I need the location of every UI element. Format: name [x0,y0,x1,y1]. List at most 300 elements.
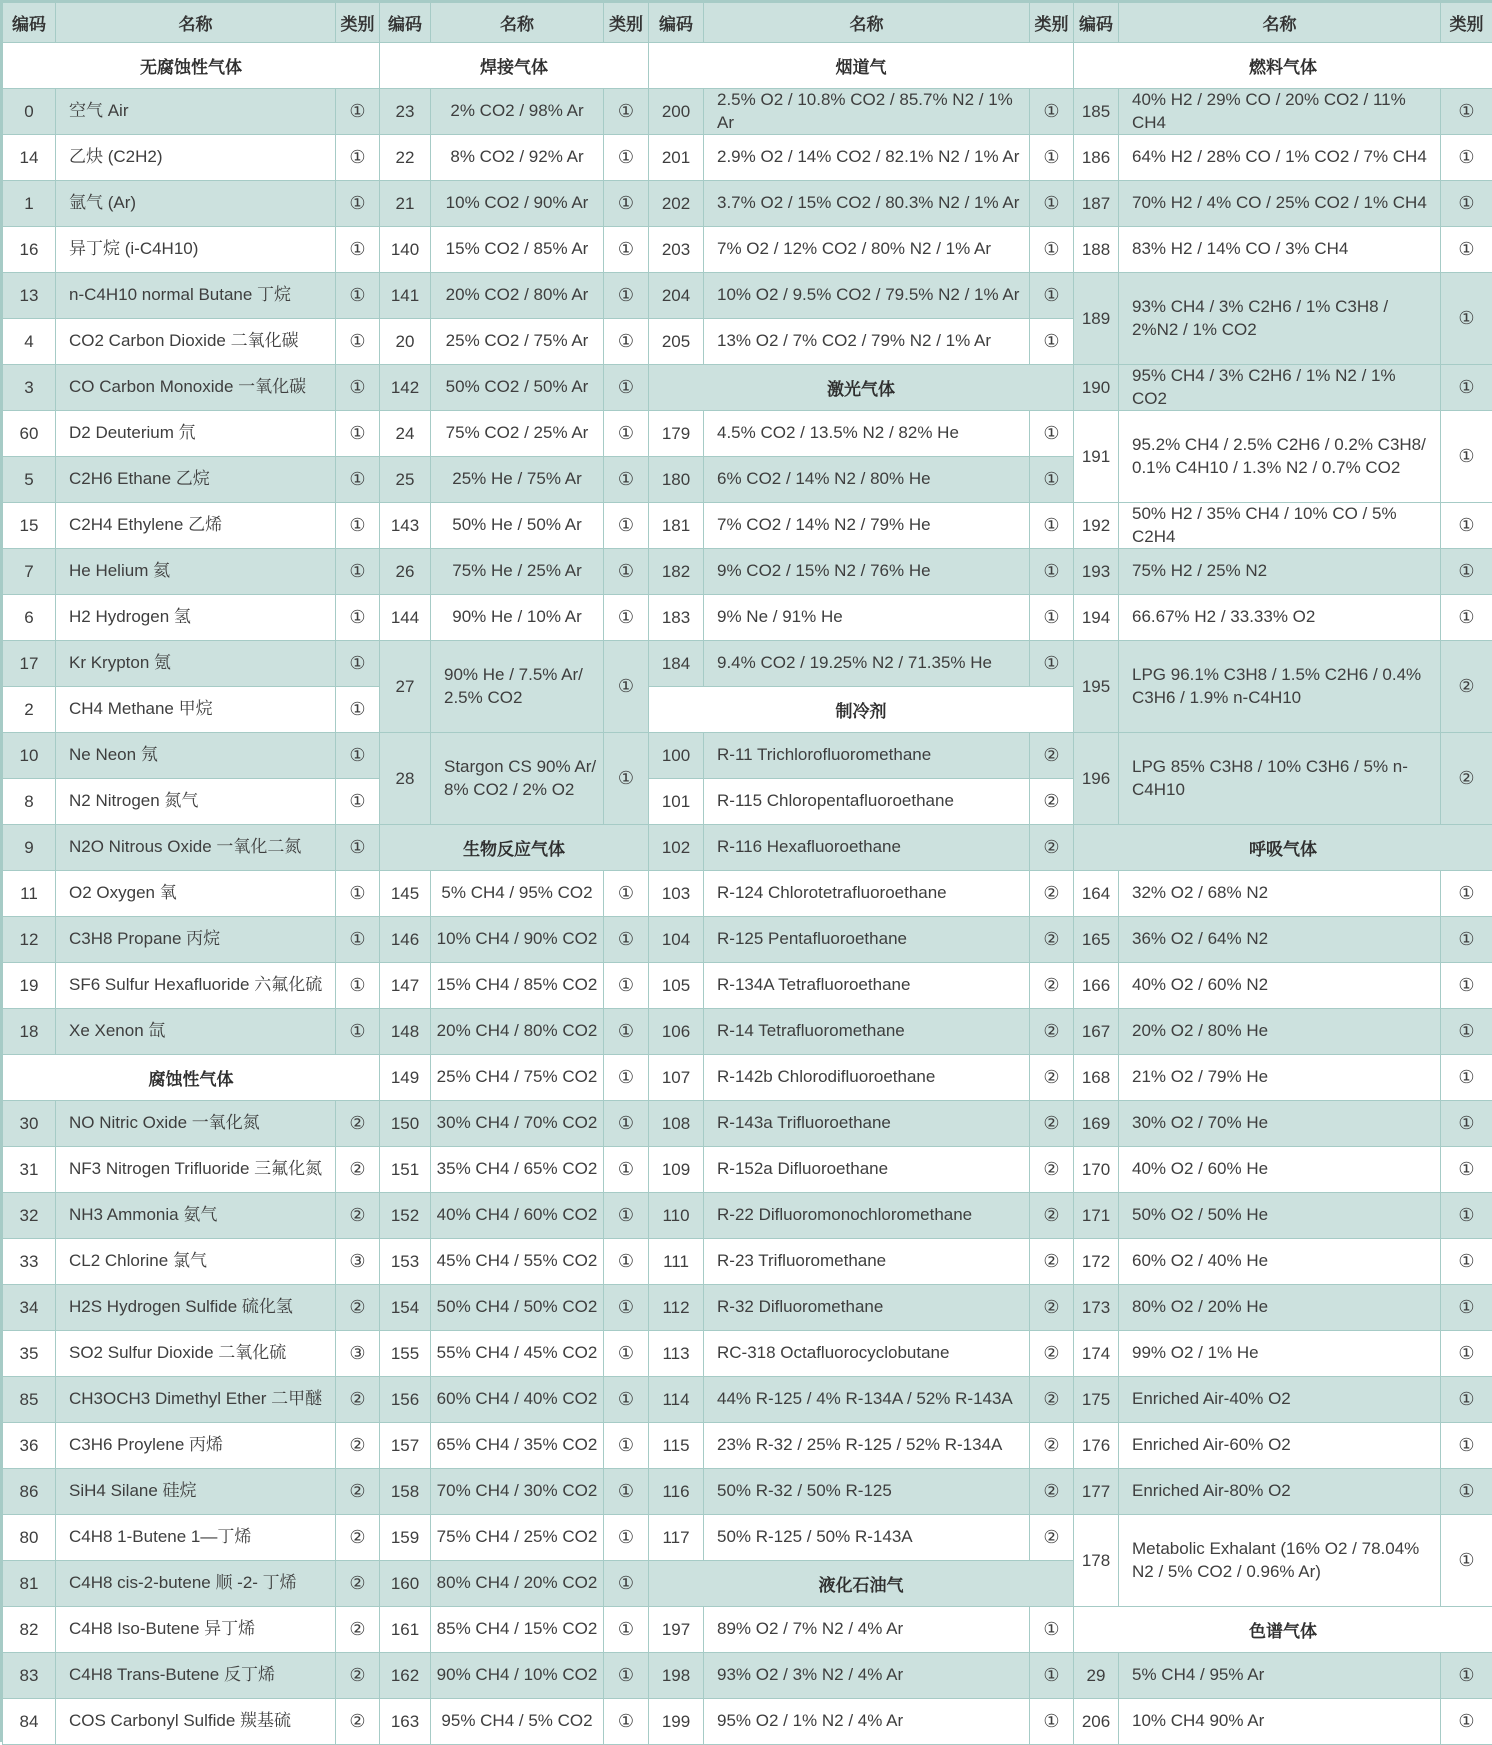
name-cell: C3H8 Propane 丙烷 [56,917,336,963]
code-cell: 13 [3,273,56,319]
code-cell: 169 [1074,1101,1119,1147]
gas-row [649,917,1074,963]
name-cell: 55% CH4 / 45% CO2 [431,1331,604,1377]
gas-row [1074,1239,1492,1285]
name-cell: 80% O2 / 20% He [1119,1285,1441,1331]
gas-row [380,319,649,365]
category-cell: ① [1441,1377,1492,1423]
name-cell: 36% O2 / 64% N2 [1119,917,1441,963]
code-cell: 101 [649,779,704,825]
category-cell: ② [336,1193,380,1239]
name-cell: C2H6 Ethane 乙烷 [56,457,336,503]
code-cell: 14 [3,135,56,181]
column-header-code: 编码 [380,3,431,43]
gas-row [380,365,649,411]
code-cell: 175 [1074,1377,1119,1423]
category-cell: ① [336,549,380,595]
name-cell: 83% H2 / 14% CO / 3% CH4 [1119,227,1441,273]
category-cell: ① [336,503,380,549]
code-cell: 104 [649,917,704,963]
category-cell: ① [1441,1469,1492,1515]
code-cell: 29 [1074,1653,1119,1699]
gas-row [1074,227,1492,273]
gas-row [649,1009,1074,1055]
category-cell: ① [1441,181,1492,227]
name-cell: 89% O2 / 7% N2 / 4% Ar [704,1607,1030,1653]
name-cell: CH3OCH3 Dimethyl Ether 二甲醚 [56,1377,336,1423]
category-cell: ② [336,1377,380,1423]
name-cell: 40% H2 / 29% CO / 20% CO2 / 11% CH4 [1119,89,1441,135]
gas-row [1074,733,1492,825]
code-cell: 34 [3,1285,56,1331]
category-cell: ① [604,1055,649,1101]
gas-row [1074,917,1492,963]
name-cell: 40% O2 / 60% He [1119,1147,1441,1193]
name-cell: 7% CO2 / 14% N2 / 79% He [704,503,1030,549]
category-cell: ① [1441,1009,1492,1055]
table-group-3 [648,2,1074,1745]
category-cell: ② [1030,1469,1074,1515]
code-cell: 200 [649,89,704,135]
gas-row [3,503,380,549]
section-title: 烟道气 [649,43,1074,89]
category-cell: ① [604,227,649,273]
category-cell: ① [604,181,649,227]
category-cell: ① [1441,1699,1492,1745]
column-header-category: 类别 [336,3,380,43]
name-cell: 6% CO2 / 14% N2 / 80% He [704,457,1030,503]
code-cell: 147 [380,963,431,1009]
gas-row [649,319,1074,365]
gas-row [1074,503,1492,549]
code-cell: 192 [1074,503,1119,549]
name-cell: R-143a Trifluoroethane [704,1101,1030,1147]
gas-row [649,825,1074,871]
gas-row [3,917,380,963]
code-cell: 107 [649,1055,704,1101]
category-cell: ② [1030,733,1074,779]
code-cell: 31 [3,1147,56,1193]
category-cell: ① [1441,963,1492,1009]
code-cell: 163 [380,1699,431,1745]
name-cell: 50% CO2 / 50% Ar [431,365,604,411]
gas-row [649,89,1074,135]
code-cell: 18 [3,1009,56,1055]
category-cell: ② [1030,1193,1074,1239]
code-cell: 203 [649,227,704,273]
code-cell: 171 [1074,1193,1119,1239]
gas-row [3,135,380,181]
column-header-name: 名称 [56,3,336,43]
gas-row [380,411,649,457]
column-header-name: 名称 [431,3,604,43]
name-cell: 30% CH4 / 70% CO2 [431,1101,604,1147]
name-cell: CH4 Methane 甲烷 [56,687,336,733]
category-cell: ② [1030,1285,1074,1331]
code-cell: 152 [380,1193,431,1239]
gas-row [1074,1147,1492,1193]
section-title: 液化石油气 [649,1561,1074,1607]
name-cell: 50% H2 / 35% CH4 / 10% CO / 5% C2H4 [1119,503,1441,549]
category-cell: ① [604,1147,649,1193]
section-header-row [1074,825,1492,871]
gas-row [1074,1469,1492,1515]
code-cell: 168 [1074,1055,1119,1101]
category-cell: ① [604,457,649,503]
code-cell: 181 [649,503,704,549]
gas-row [1074,1653,1492,1699]
name-cell: 44% R-125 / 4% R-134A / 52% R-143A [704,1377,1030,1423]
code-cell: 156 [380,1377,431,1423]
code-cell: 17 [3,641,56,687]
category-cell: ① [1030,319,1074,365]
name-cell: R-125 Pentafluoroethane [704,917,1030,963]
name-cell: 75% CO2 / 25% Ar [431,411,604,457]
category-cell: ① [604,1239,649,1285]
category-cell: ② [336,1423,380,1469]
gas-row [649,1515,1074,1561]
category-cell: ② [336,1561,380,1607]
gas-row [380,871,649,917]
gas-row [649,1101,1074,1147]
category-cell: ① [604,1653,649,1699]
name-cell: CO Carbon Monoxide 一氧化碳 [56,365,336,411]
category-cell: ② [1030,1239,1074,1285]
code-cell: 109 [649,1147,704,1193]
name-cell: 95.2% CH4 / 2.5% C2H6 / 0.2% C3H8/ 0.1% C4H10 / 1.3% N2 / 0.7% CO2 [1119,411,1441,503]
category-cell: ② [1030,1147,1074,1193]
name-cell: 15% CH4 / 85% CO2 [431,963,604,1009]
gas-row [649,595,1074,641]
gas-row [3,641,380,687]
code-cell: 161 [380,1607,431,1653]
name-cell: C3H6 Proylene 丙烯 [56,1423,336,1469]
gas-row [649,1699,1074,1745]
code-cell: 176 [1074,1423,1119,1469]
name-cell: 2.5% O2 / 10.8% CO2 / 85.7% N2 / 1% Ar [704,89,1030,135]
category-cell: ① [604,273,649,319]
category-cell: ① [336,825,380,871]
category-cell: ② [1030,1377,1074,1423]
name-cell: R-11 Trichlorofluoromethane [704,733,1030,779]
name-cell: 60% CH4 / 40% CO2 [431,1377,604,1423]
section-title: 色谱气体 [1074,1607,1492,1653]
category-cell: ② [336,1607,380,1653]
name-cell: 32% O2 / 68% N2 [1119,871,1441,917]
category-cell: ① [1441,871,1492,917]
category-cell: ① [604,871,649,917]
name-cell: R-22 Difluoromonochloromethane [704,1193,1030,1239]
code-cell: 21 [380,181,431,227]
name-cell: 9% Ne / 91% He [704,595,1030,641]
code-cell: 106 [649,1009,704,1055]
category-cell: ③ [336,1331,380,1377]
name-cell: 50% R-32 / 50% R-125 [704,1469,1030,1515]
name-cell: 10% CH4 90% Ar [1119,1699,1441,1745]
category-cell: ① [1441,411,1492,503]
name-cell: 35% CH4 / 65% CO2 [431,1147,604,1193]
code-cell: 196 [1074,733,1119,825]
gas-row [3,1193,380,1239]
code-cell: 144 [380,595,431,641]
gas-row [380,1147,649,1193]
code-cell: 167 [1074,1009,1119,1055]
category-cell: ① [604,595,649,641]
gas-row [3,411,380,457]
gas-row [380,1101,649,1147]
category-cell: ① [1441,365,1492,411]
section-header-row [3,43,380,89]
name-cell: He Helium 氦 [56,549,336,595]
gas-row [380,1055,649,1101]
category-cell: ① [336,687,380,733]
code-cell: 154 [380,1285,431,1331]
section-header-row [649,1561,1074,1607]
category-cell: ② [1030,1423,1074,1469]
category-cell: ① [1441,1193,1492,1239]
category-cell: ① [1441,1653,1492,1699]
code-cell: 113 [649,1331,704,1377]
code-cell: 15 [3,503,56,549]
code-cell: 150 [380,1101,431,1147]
category-cell: ② [1030,1009,1074,1055]
name-cell: 50% He / 50% Ar [431,503,604,549]
category-cell: ② [336,1469,380,1515]
code-cell: 201 [649,135,704,181]
code-cell: 172 [1074,1239,1119,1285]
name-cell: Enriched Air-60% O2 [1119,1423,1441,1469]
gas-row [649,503,1074,549]
name-cell: Kr Krypton 氪 [56,641,336,687]
gas-row [649,1423,1074,1469]
category-cell: ① [1441,1285,1492,1331]
category-cell: ② [1030,1331,1074,1377]
code-cell: 193 [1074,549,1119,595]
name-cell: D2 Deuterium 氘 [56,411,336,457]
gas-row [380,1331,649,1377]
code-cell: 186 [1074,135,1119,181]
name-cell: NH3 Ammonia 氨气 [56,1193,336,1239]
category-cell: ① [1030,273,1074,319]
gas-row [380,89,649,135]
column-header-name: 名称 [1119,3,1441,43]
gas-row [3,365,380,411]
gas-row [3,779,380,825]
name-cell: 9.4% CO2 / 19.25% N2 / 71.35% He [704,641,1030,687]
name-cell: 9% CO2 / 15% N2 / 76% He [704,549,1030,595]
name-cell: 空气 Air [56,89,336,135]
name-cell: 23% R-32 / 25% R-125 / 52% R-134A [704,1423,1030,1469]
column-header-category: 类别 [1030,3,1074,43]
name-cell: Enriched Air-80% O2 [1119,1469,1441,1515]
code-cell: 112 [649,1285,704,1331]
code-cell: 158 [380,1469,431,1515]
category-cell: ① [1441,503,1492,549]
name-cell: 10% CH4 / 90% CO2 [431,917,604,963]
name-cell: 20% CH4 / 80% CO2 [431,1009,604,1055]
category-cell: ③ [336,1239,380,1285]
category-cell: ① [604,1561,649,1607]
section-title: 燃料气体 [1074,43,1492,89]
category-cell: ② [1030,825,1074,871]
code-cell: 100 [649,733,704,779]
table-group-2 [379,2,649,1745]
name-cell: R-124 Chlorotetrafluoroethane [704,871,1030,917]
code-cell: 153 [380,1239,431,1285]
category-cell: ① [336,227,380,273]
name-cell: 20% CO2 / 80% Ar [431,273,604,319]
name-cell: 80% CH4 / 20% CO2 [431,1561,604,1607]
code-cell: 19 [3,963,56,1009]
code-cell: 191 [1074,411,1119,503]
name-cell: 66.67% H2 / 33.33% O2 [1119,595,1441,641]
code-cell: 148 [380,1009,431,1055]
section-title: 焊接气体 [380,43,649,89]
category-cell: ① [336,595,380,641]
category-cell: ① [1441,1515,1492,1607]
gas-row [3,181,380,227]
category-cell: ① [1030,1699,1074,1745]
name-cell: R-23 Trifluoromethane [704,1239,1030,1285]
code-cell: 195 [1074,641,1119,733]
table-group-4 [1073,2,1492,1745]
category-cell: ① [336,917,380,963]
category-cell: ① [336,319,380,365]
code-cell: 28 [380,733,431,825]
category-cell: ② [1030,871,1074,917]
category-cell: ① [1030,457,1074,503]
name-cell: 5% CH4 / 95% Ar [1119,1653,1441,1699]
gas-row [1074,549,1492,595]
gas-row [649,1055,1074,1101]
category-cell: ② [336,1699,380,1745]
code-cell: 141 [380,273,431,319]
gas-row [380,1653,649,1699]
category-cell: ① [604,365,649,411]
gas-row [380,595,649,641]
code-cell: 23 [380,89,431,135]
gas-row [3,1331,380,1377]
gas-row [649,1607,1074,1653]
name-cell: CL2 Chlorine 氯气 [56,1239,336,1285]
column-header-row [3,3,380,43]
gas-row [649,227,1074,273]
gas-row [380,1515,649,1561]
gas-row [1074,273,1492,365]
code-cell: 33 [3,1239,56,1285]
column-header-category: 类别 [1441,3,1492,43]
name-cell: LPG 96.1% C3H8 / 1.5% C2H6 / 0.4% C3H6 / 1.9% n-C4H10 [1119,641,1441,733]
category-cell: ① [604,1515,649,1561]
gas-row [3,595,380,641]
gas-row [649,779,1074,825]
category-cell: ② [336,1653,380,1699]
category-cell: ① [604,1101,649,1147]
name-cell: 90% He / 10% Ar [431,595,604,641]
gas-row [3,1561,380,1607]
category-cell: ① [1030,135,1074,181]
code-cell: 182 [649,549,704,595]
code-cell: 190 [1074,365,1119,411]
category-cell: ① [604,319,649,365]
gas-row [380,1699,649,1745]
code-cell: 30 [3,1101,56,1147]
column-header-name: 名称 [704,3,1030,43]
section-header-row [1074,43,1492,89]
category-cell: ① [336,365,380,411]
code-cell: 105 [649,963,704,1009]
column-header-code: 编码 [649,3,704,43]
name-cell: R-152a Difluoroethane [704,1147,1030,1193]
code-cell: 3 [3,365,56,411]
name-cell: NO Nitric Oxide 一氧化氮 [56,1101,336,1147]
name-cell: 95% CH4 / 3% C2H6 / 1% N2 / 1% CO2 [1119,365,1441,411]
gas-row [3,1009,380,1055]
code-cell: 116 [649,1469,704,1515]
name-cell: 50% O2 / 50% He [1119,1193,1441,1239]
category-cell: ① [604,1285,649,1331]
code-cell: 142 [380,365,431,411]
name-cell: Ne Neon 氖 [56,733,336,779]
name-cell: 氩气 (Ar) [56,181,336,227]
code-cell: 111 [649,1239,704,1285]
code-cell: 140 [380,227,431,273]
gas-row [649,1653,1074,1699]
gas-row [3,89,380,135]
code-cell: 184 [649,641,704,687]
code-cell: 4 [3,319,56,365]
code-cell: 1 [3,181,56,227]
name-cell: N2 Nitrogen 氮气 [56,779,336,825]
gas-row [649,457,1074,503]
gas-row [380,733,649,825]
gas-row [380,1193,649,1239]
gas-row [1074,963,1492,1009]
gas-row [3,733,380,779]
name-cell: LPG 85% C3H8 / 10% C3H6 / 5% n-C4H10 [1119,733,1441,825]
code-cell: 7 [3,549,56,595]
code-cell: 204 [649,273,704,319]
code-cell: 16 [3,227,56,273]
name-cell: R-14 Tetrafluoromethane [704,1009,1030,1055]
code-cell: 27 [380,641,431,733]
gas-row [1074,1009,1492,1055]
gas-row [3,1377,380,1423]
category-cell: ② [1030,917,1074,963]
gas-row [1074,595,1492,641]
category-cell: ① [604,733,649,825]
section-header-row [649,365,1074,411]
name-cell: 30% O2 / 70% He [1119,1101,1441,1147]
gas-row [3,227,380,273]
code-cell: 86 [3,1469,56,1515]
code-cell: 82 [3,1607,56,1653]
category-cell: ② [1441,733,1492,825]
name-cell: R-32 Difluoromethane [704,1285,1030,1331]
name-cell: C4H8 Iso-Butene 异丁烯 [56,1607,336,1653]
gas-row [380,227,649,273]
gas-row [649,1285,1074,1331]
category-cell: ① [1441,1055,1492,1101]
gas-row [3,1515,380,1561]
category-cell: ① [336,871,380,917]
category-cell: ② [1030,1515,1074,1561]
category-cell: ① [1030,641,1074,687]
category-cell: ① [604,89,649,135]
name-cell: 10% CO2 / 90% Ar [431,181,604,227]
code-cell: 145 [380,871,431,917]
gas-row [649,135,1074,181]
